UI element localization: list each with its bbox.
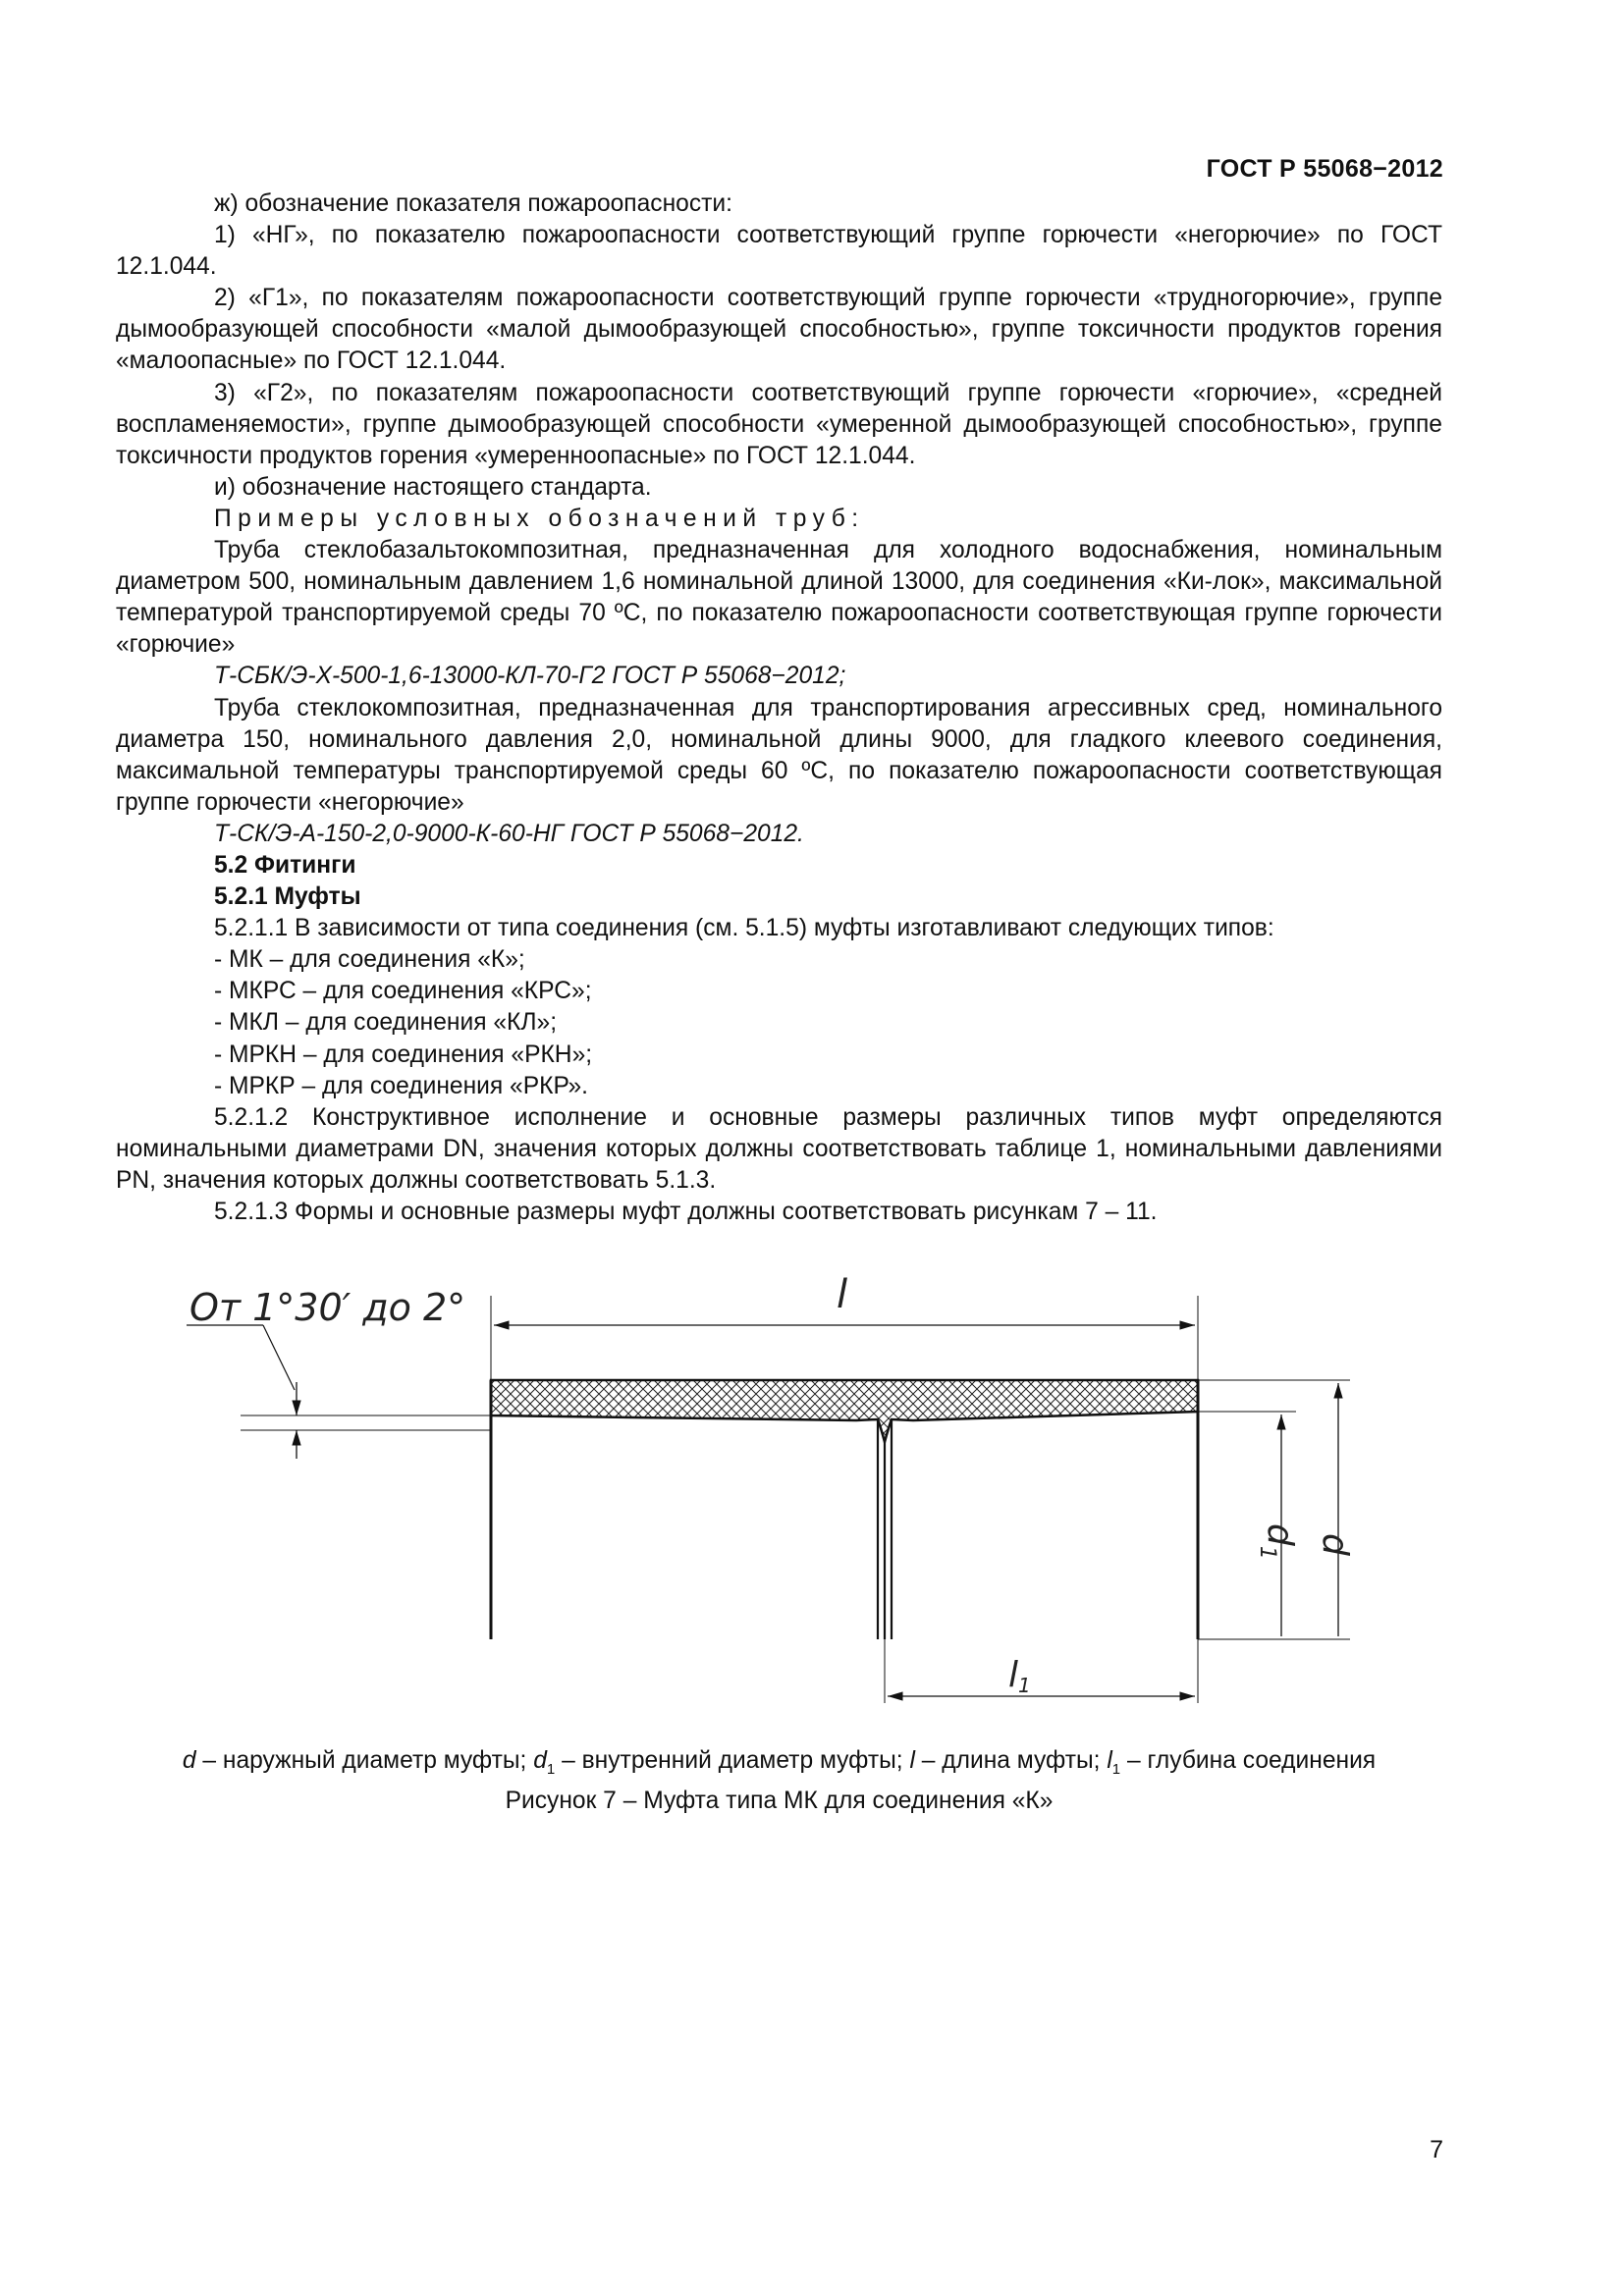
paragraph: - МКРС – для соединения «КРС»; xyxy=(214,978,592,1005)
paragraph: 5.2.1.2 Конструктивное исполнение и основные размеры различных типов муфт определяются номинальными диаметрами DN, значения которых должны соответствовать таблице 1, номинальными давлениями PN, значения которых должны соответствовать 5.1.3. xyxy=(116,1103,1442,1194)
coupling-wall-section xyxy=(491,1380,1198,1442)
paragraph: - МРКН – для соединения «РКН»; xyxy=(214,1041,593,1068)
figure-legend: d – наружный диаметр муфты; $d_1$ – внутренний диаметр муфты; l – длина муфты; $l_1$ – глубина соединения xyxy=(182,1747,1377,1778)
paragraph: Труба стеклобазальтокомпозитная, предназначенная для холодного водоснабжения, номинальным диаметром 500, номинальным давлением 1,6 номинальной длиной 13000, для соединения «Ки-лок», максимальной температурой транспортируемой среды 70 ºС, по показателю пожароопасности соответствующая группе горючести «горючие» xyxy=(116,537,1442,659)
paragraph: Т-СК/Э-А-150-2,0-9000-К-60-НГ ГОСТ Р 55068−2012. xyxy=(214,820,804,847)
figure-title: Рисунок 7 – Муфта типа МК для соединения «К» xyxy=(505,1787,1054,1814)
angle-leader-diagonal xyxy=(263,1325,295,1390)
length-label: l xyxy=(837,1272,848,1317)
depth-label: l1 xyxy=(1008,1655,1031,1697)
coupling-drawing-svg xyxy=(167,1266,1384,1728)
inner-diameter-label: $d_1$ xyxy=(1255,1523,1300,1560)
paragraph: Примеры условных обозначений труб: xyxy=(214,505,865,532)
paragraph: ж) обозначение показателя пожароопасности: xyxy=(214,190,732,217)
paragraph: 5.2.1.1 В зависимости от типа соединения (см. 5.1.5) муфты изготавливают следующих типов: xyxy=(214,915,1274,942)
paragraph: - МРКР – для соединения «РКР». xyxy=(214,1072,588,1099)
paragraph: 1) «НГ», по показателю пожароопасности соответствующий группе горючести «негорючие» по ГОСТ 12.1.044. xyxy=(116,222,1442,281)
page-number: 7 xyxy=(1430,2136,1443,2163)
paragraph: 5.2.1 Муфты xyxy=(214,883,361,911)
figure-caption xyxy=(116,1745,1442,1817)
document-header: ГОСТ Р 55068−2012 xyxy=(1206,155,1443,183)
paragraph: 2) «Г1», по показателям пожароопасности соответствующий группе горючести «трудногорючие», группе дымообразующей способности «малой дымообразующей способностью», группе токсичности продуктов горения «малоопасные» по ГОСТ 12.1.044. xyxy=(116,285,1442,375)
paragraph: и) обозначение настоящего стандарта. xyxy=(214,473,652,501)
figure-7-coupling-drawing xyxy=(167,1266,1384,1728)
angle-label: От 1°30′ до 2° xyxy=(189,1286,466,1329)
paragraph: 5.2 Фитинги xyxy=(214,851,356,879)
paragraph: Т-СБК/Э-Х-500-1,6-13000-КЛ-70-Г2 ГОСТ Р 55068−2012; xyxy=(214,663,846,690)
paragraph: Труба стеклокомпозитная, предназначенная для транспортирования агрессивных сред, номинального диаметра 150, номинального давления 2,0, номинальной длины 9000, для гладкого клеевого соединения, максимальной температуры транспортируемой среды 60 ºС, по показателю пожароопасности соответствующая группе горючести «негорючие» xyxy=(116,694,1442,816)
paragraph: - МК – для соединения «К»; xyxy=(214,946,525,974)
paragraph: 5.2.1.3 Формы и основные размеры муфт должны соответствовать рисункам 7 – 11. xyxy=(214,1199,1158,1225)
body-text xyxy=(116,188,1442,1228)
outer-diameter-label: d xyxy=(1315,1533,1355,1556)
paragraph: 3) «Г2», по показателям пожароопасности соответствующий группе горючести «горючие», «средней воспламеняемости», группе дымообразующей способности «умеренной дымообразующей способностью», группе токсичности продуктов горения «умеренноопасные» по ГОСТ 12.1.044. xyxy=(116,379,1442,469)
paragraph: - МКЛ – для соединения «КЛ»; xyxy=(214,1009,558,1037)
